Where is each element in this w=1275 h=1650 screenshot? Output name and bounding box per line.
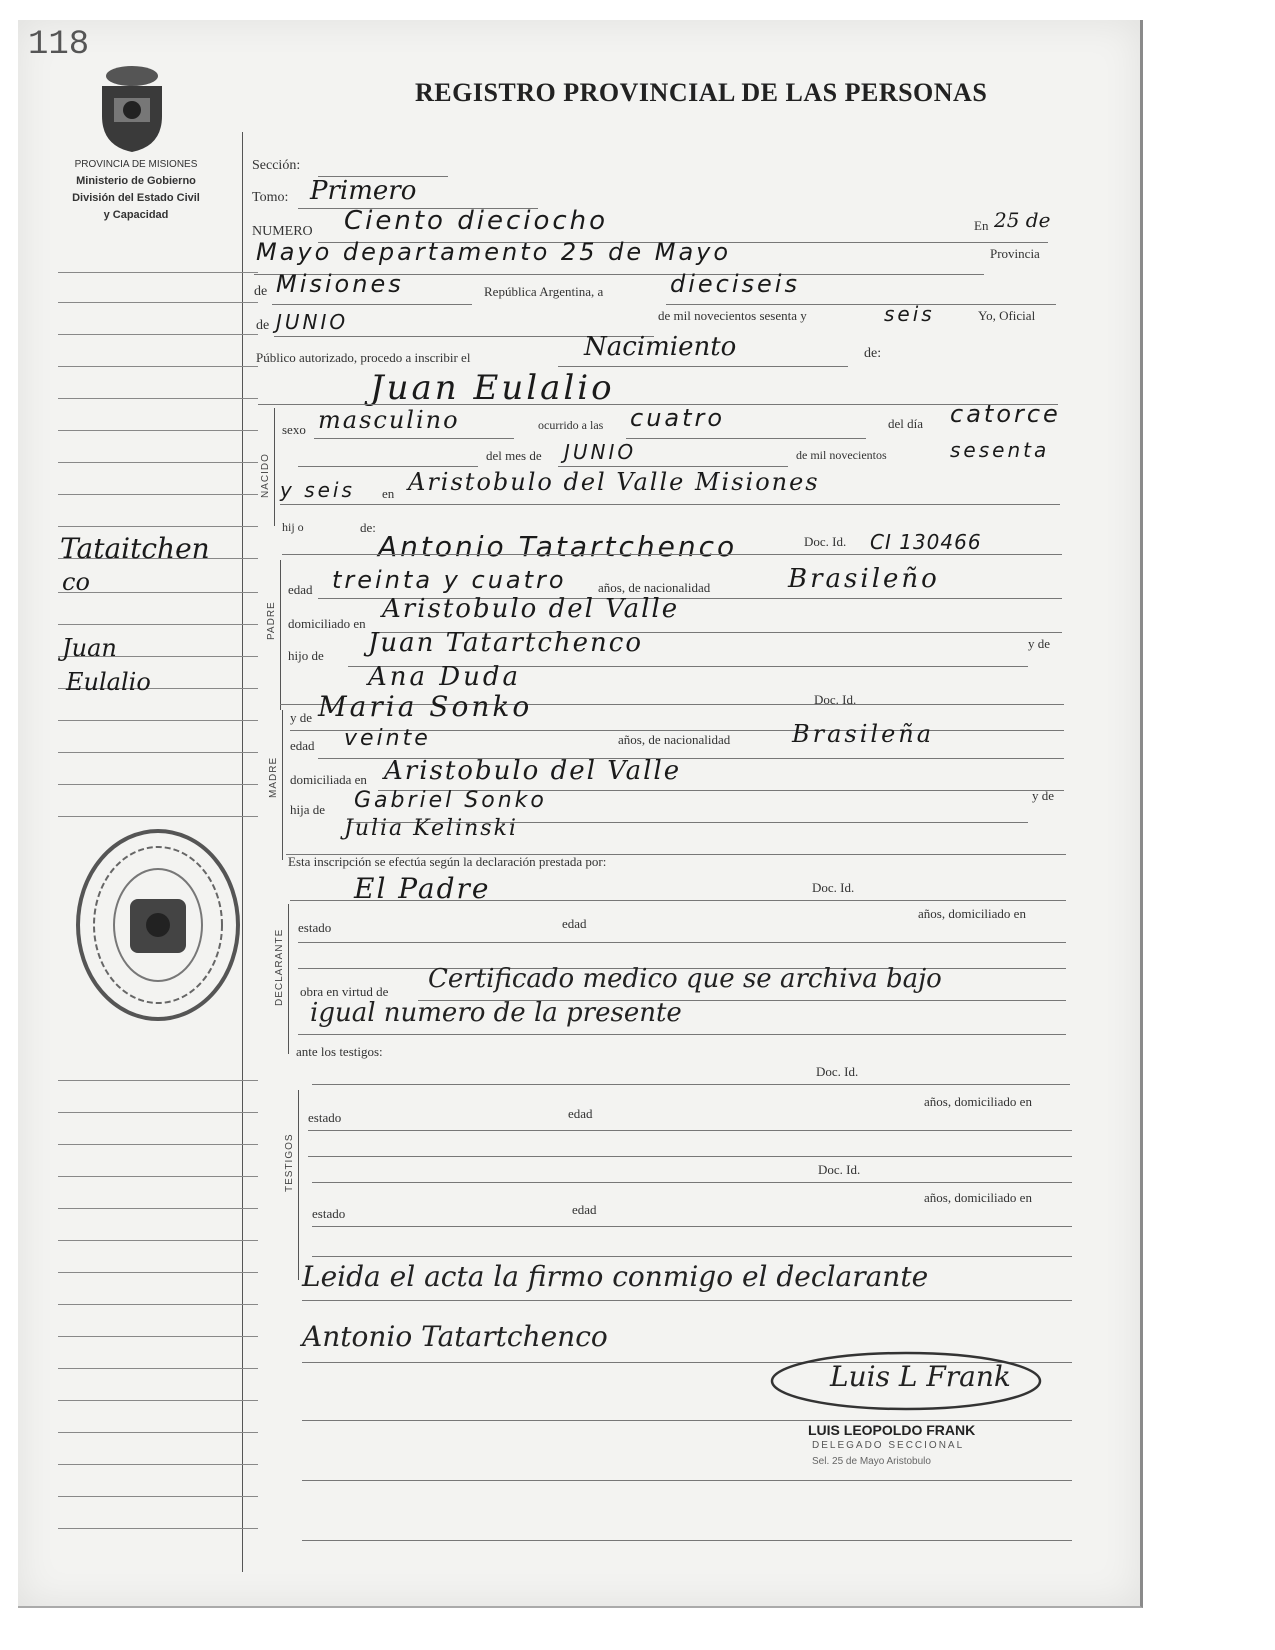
declarante-intro-label: Esta inscripción se efectúa según la declaración prestada por: <box>288 854 607 869</box>
dia-value: catorce <box>950 400 1061 428</box>
margin-rule <box>58 430 258 431</box>
republica-label: República Argentina, a <box>484 284 604 299</box>
testigos-intro-label: ante los testigos: <box>296 1044 383 1059</box>
issuer-line: División del Estado Civil <box>72 192 200 204</box>
margin-given-name: Juan <box>62 634 117 662</box>
en-value: 25 de <box>994 208 1051 232</box>
margin-rule <box>58 624 258 625</box>
mes-value: JUNIO <box>276 310 349 334</box>
oficial-label: Yo, Oficial <box>978 308 1036 323</box>
madre-hija-de-label: hija de <box>290 802 326 817</box>
declarante-doc-label: Doc. Id. <box>812 880 855 895</box>
margin-rule <box>58 302 258 303</box>
rule <box>298 466 478 467</box>
margin-surname-cont: co <box>62 568 90 596</box>
testigo1-edad-label: edad <box>568 1106 593 1121</box>
section-divider <box>274 408 275 526</box>
de-label: de <box>254 284 268 299</box>
rule <box>272 304 472 305</box>
testigo2-doc-label: Doc. Id. <box>818 1162 861 1177</box>
seccion-label: Sección: <box>252 158 301 173</box>
tomo-label: Tomo: <box>252 190 289 205</box>
section-divider <box>282 710 283 860</box>
padre-hijo-de-label: hijo de <box>288 648 324 663</box>
provincia-label: Provincia <box>990 246 1040 261</box>
margin-rule <box>58 1432 258 1433</box>
virtud-label: obra en virtud de <box>300 984 389 999</box>
anio-value: seis <box>884 302 935 326</box>
margin-rule <box>58 1304 258 1305</box>
margin-rule <box>58 398 258 399</box>
margin-rule <box>58 366 258 367</box>
issuer-line: PROVINCIA DE MISIONES <box>74 159 198 170</box>
margin-rule <box>58 1400 258 1401</box>
padre-de-label: de: <box>360 520 376 535</box>
numero-label: NUMERO <box>252 224 313 239</box>
section-divider <box>288 904 289 1054</box>
tomo-value: Primero <box>310 176 417 206</box>
publico-label: Público autorizado, procedo a inscribir el <box>256 350 471 365</box>
official-signature: Luis L Frank <box>830 1360 1011 1393</box>
de3-label: de: <box>864 346 882 361</box>
margin-rule <box>58 720 258 721</box>
en-label: En <box>974 218 989 233</box>
lugar-value: Aristobulo del Valle Misiones <box>408 468 820 496</box>
declarante-signature: Antonio Tatartchenco <box>302 1320 608 1353</box>
margin-rule <box>58 494 258 495</box>
margin-rule <box>58 1208 258 1209</box>
numero-value: Ciento dieciocho <box>344 206 609 236</box>
rule <box>314 438 514 439</box>
section-divider <box>280 560 281 710</box>
rule <box>312 1256 1072 1257</box>
official-stamp-place: Sel. 25 de Mayo Aristobulo <box>812 1456 931 1467</box>
lugar-label: en <box>382 486 395 501</box>
section-nacido-label: NACIDO <box>260 453 271 498</box>
madre-yde2-label: y de <box>1032 788 1055 803</box>
margin-rule <box>58 1368 258 1369</box>
margin-surname: Tataitchen <box>60 532 210 565</box>
margin-rule <box>58 816 258 817</box>
declarante-domicilio-label: años, domiciliado en <box>918 906 1026 921</box>
testigo2-edad-label: edad <box>572 1202 597 1217</box>
padre-madre-value: Ana Duda <box>368 662 522 692</box>
sexo-label: sexo <box>282 422 306 437</box>
dia-label: del día <box>888 416 924 431</box>
margin-rule <box>58 1112 258 1113</box>
padre-doc-value: CI 130466 <box>870 530 982 554</box>
official-stamp-title: DELEGADO SECCIONAL <box>812 1440 965 1451</box>
rule <box>298 942 1066 943</box>
nombre-value: Juan Eulalio <box>370 368 615 408</box>
testigo1-estado-label: estado <box>308 1110 342 1125</box>
padre-edad-value: treinta y cuatro <box>332 566 567 594</box>
coat-of-arms-icon <box>92 64 172 154</box>
section-divider <box>298 1090 299 1280</box>
margin-rule <box>58 1176 258 1177</box>
rule <box>558 366 848 367</box>
testigo2-domicilio-label: años, domiciliado en <box>924 1190 1032 1205</box>
section-declarante-label: DECLARANTE <box>274 928 285 1006</box>
official-seal-icon <box>68 825 248 1025</box>
dia-value: dieciseis <box>670 270 800 298</box>
padre-domicilio-label: domiciliado en <box>288 616 366 631</box>
rule <box>298 1034 1066 1035</box>
rule <box>302 1540 1072 1541</box>
rule <box>302 1480 1072 1481</box>
margin-rule <box>58 1464 258 1465</box>
padre-domicilio-value: Aristobulo del Valle <box>382 594 680 624</box>
provincia-value: Misiones <box>276 270 404 298</box>
padre-padre-value: Juan Tatartchenco <box>368 628 643 658</box>
padre-edad-label: edad <box>288 582 313 597</box>
section-padre-label: PADRE <box>266 601 277 640</box>
rule <box>666 304 1056 305</box>
mes-value: JUNIO <box>564 440 637 464</box>
margin-rule <box>58 526 258 527</box>
margin-rule <box>58 784 258 785</box>
line2-value: Mayo departamento 25 de Mayo <box>256 238 732 266</box>
padre-nacionalidad-label: años, de nacionalidad <box>598 580 711 595</box>
padre-yde-label: y de <box>1028 636 1051 651</box>
declarante-nombre-value: El Padre <box>354 872 491 905</box>
declarante-edad-label: edad <box>562 916 587 931</box>
padre-nombre-value: Antonio Tatartchenco <box>378 530 738 563</box>
anio-label: de mil novecientos <box>796 448 887 462</box>
rule <box>308 1156 1072 1157</box>
rule <box>312 1084 1070 1085</box>
closing-statement: Leida el acta la firmo conmigo el declarante <box>302 1260 929 1293</box>
sexo-value: masculino <box>318 406 460 434</box>
padre-nacionalidad-value: Brasileño <box>788 564 940 594</box>
margin-rule <box>58 1336 258 1337</box>
testigo1-doc-label: Doc. Id. <box>816 1064 859 1079</box>
rule <box>312 1182 1072 1183</box>
rule <box>290 900 1066 901</box>
madre-nombre-value: Maria Sonko <box>318 690 533 723</box>
madre-domicilio-value: Aristobulo del Valle <box>384 756 682 786</box>
padre-doc-label: Doc. Id. <box>804 534 847 549</box>
madre-nacionalidad-label: años, de nacionalidad <box>618 732 731 747</box>
madre-domicilio-label: domiciliada en <box>290 772 367 787</box>
rule <box>312 1226 1072 1227</box>
madre-nacionalidad-value: Brasileña <box>792 720 935 748</box>
official-stamp-name: LUIS LEOPOLDO FRANK <box>808 1422 976 1438</box>
rule <box>280 504 1060 505</box>
madre-madre-value: Julia Kelinski <box>344 816 518 841</box>
madre-edad-value: veinte <box>344 726 431 751</box>
madre-yde-label: y de <box>290 710 313 725</box>
document-title: REGISTRO PROVINCIAL DE LAS PERSONAS <box>415 78 988 107</box>
margin-rule <box>58 1144 258 1145</box>
madre-padre-value: Gabriel Sonko <box>354 788 547 813</box>
acto-value: Nacimiento <box>584 332 737 362</box>
page-number: 118 <box>28 26 90 64</box>
birth-certificate-sheet <box>18 20 1143 1608</box>
hijo-label: hij o <box>282 520 304 534</box>
anio-label: de mil novecientos sesenta y <box>658 308 807 323</box>
margin-rule <box>58 752 258 753</box>
margin-rule <box>58 1080 258 1081</box>
mes-label: del mes de <box>486 448 542 463</box>
anio-value: sesenta <box>950 438 1050 462</box>
margin-rule <box>58 1272 258 1273</box>
rule <box>308 1130 1072 1131</box>
hora-value: cuatro <box>630 404 726 432</box>
margin-rule <box>58 1496 258 1497</box>
margin-rule <box>58 1240 258 1241</box>
margin-given-name-cont: Eulalio <box>66 668 151 696</box>
margin-rule <box>58 334 258 335</box>
rule <box>302 1420 1072 1421</box>
rule <box>282 554 1062 555</box>
rule <box>626 438 866 439</box>
de2-label: de <box>256 318 270 333</box>
rule <box>302 1300 1072 1301</box>
ocurrido-label: ocurrido a las <box>538 418 604 432</box>
testigo1-domicilio-label: años, domiciliado en <box>924 1094 1032 1109</box>
anio2-value: y seis <box>280 478 355 502</box>
margin-rule <box>58 272 258 273</box>
madre-doc-label: Doc. Id. <box>814 692 857 707</box>
declarante-estado-label: estado <box>298 920 332 935</box>
margin-rule <box>58 1528 258 1529</box>
rule <box>558 466 788 467</box>
section-testigos-label: TESTIGOS <box>284 1133 295 1192</box>
madre-edad-label: edad <box>290 738 315 753</box>
virtud-value: Certificado medico que se archiva bajo <box>428 964 942 994</box>
margin-rule <box>58 462 258 463</box>
virtud-value-2: igual numero de la presente <box>310 998 682 1028</box>
testigo2-estado-label: estado <box>312 1206 346 1221</box>
issuer-line: y Capacidad <box>103 209 169 221</box>
issuer-line: Ministerio de Gobierno <box>76 175 196 187</box>
section-madre-label: MADRE <box>268 756 279 798</box>
issuer-block <box>36 156 236 224</box>
